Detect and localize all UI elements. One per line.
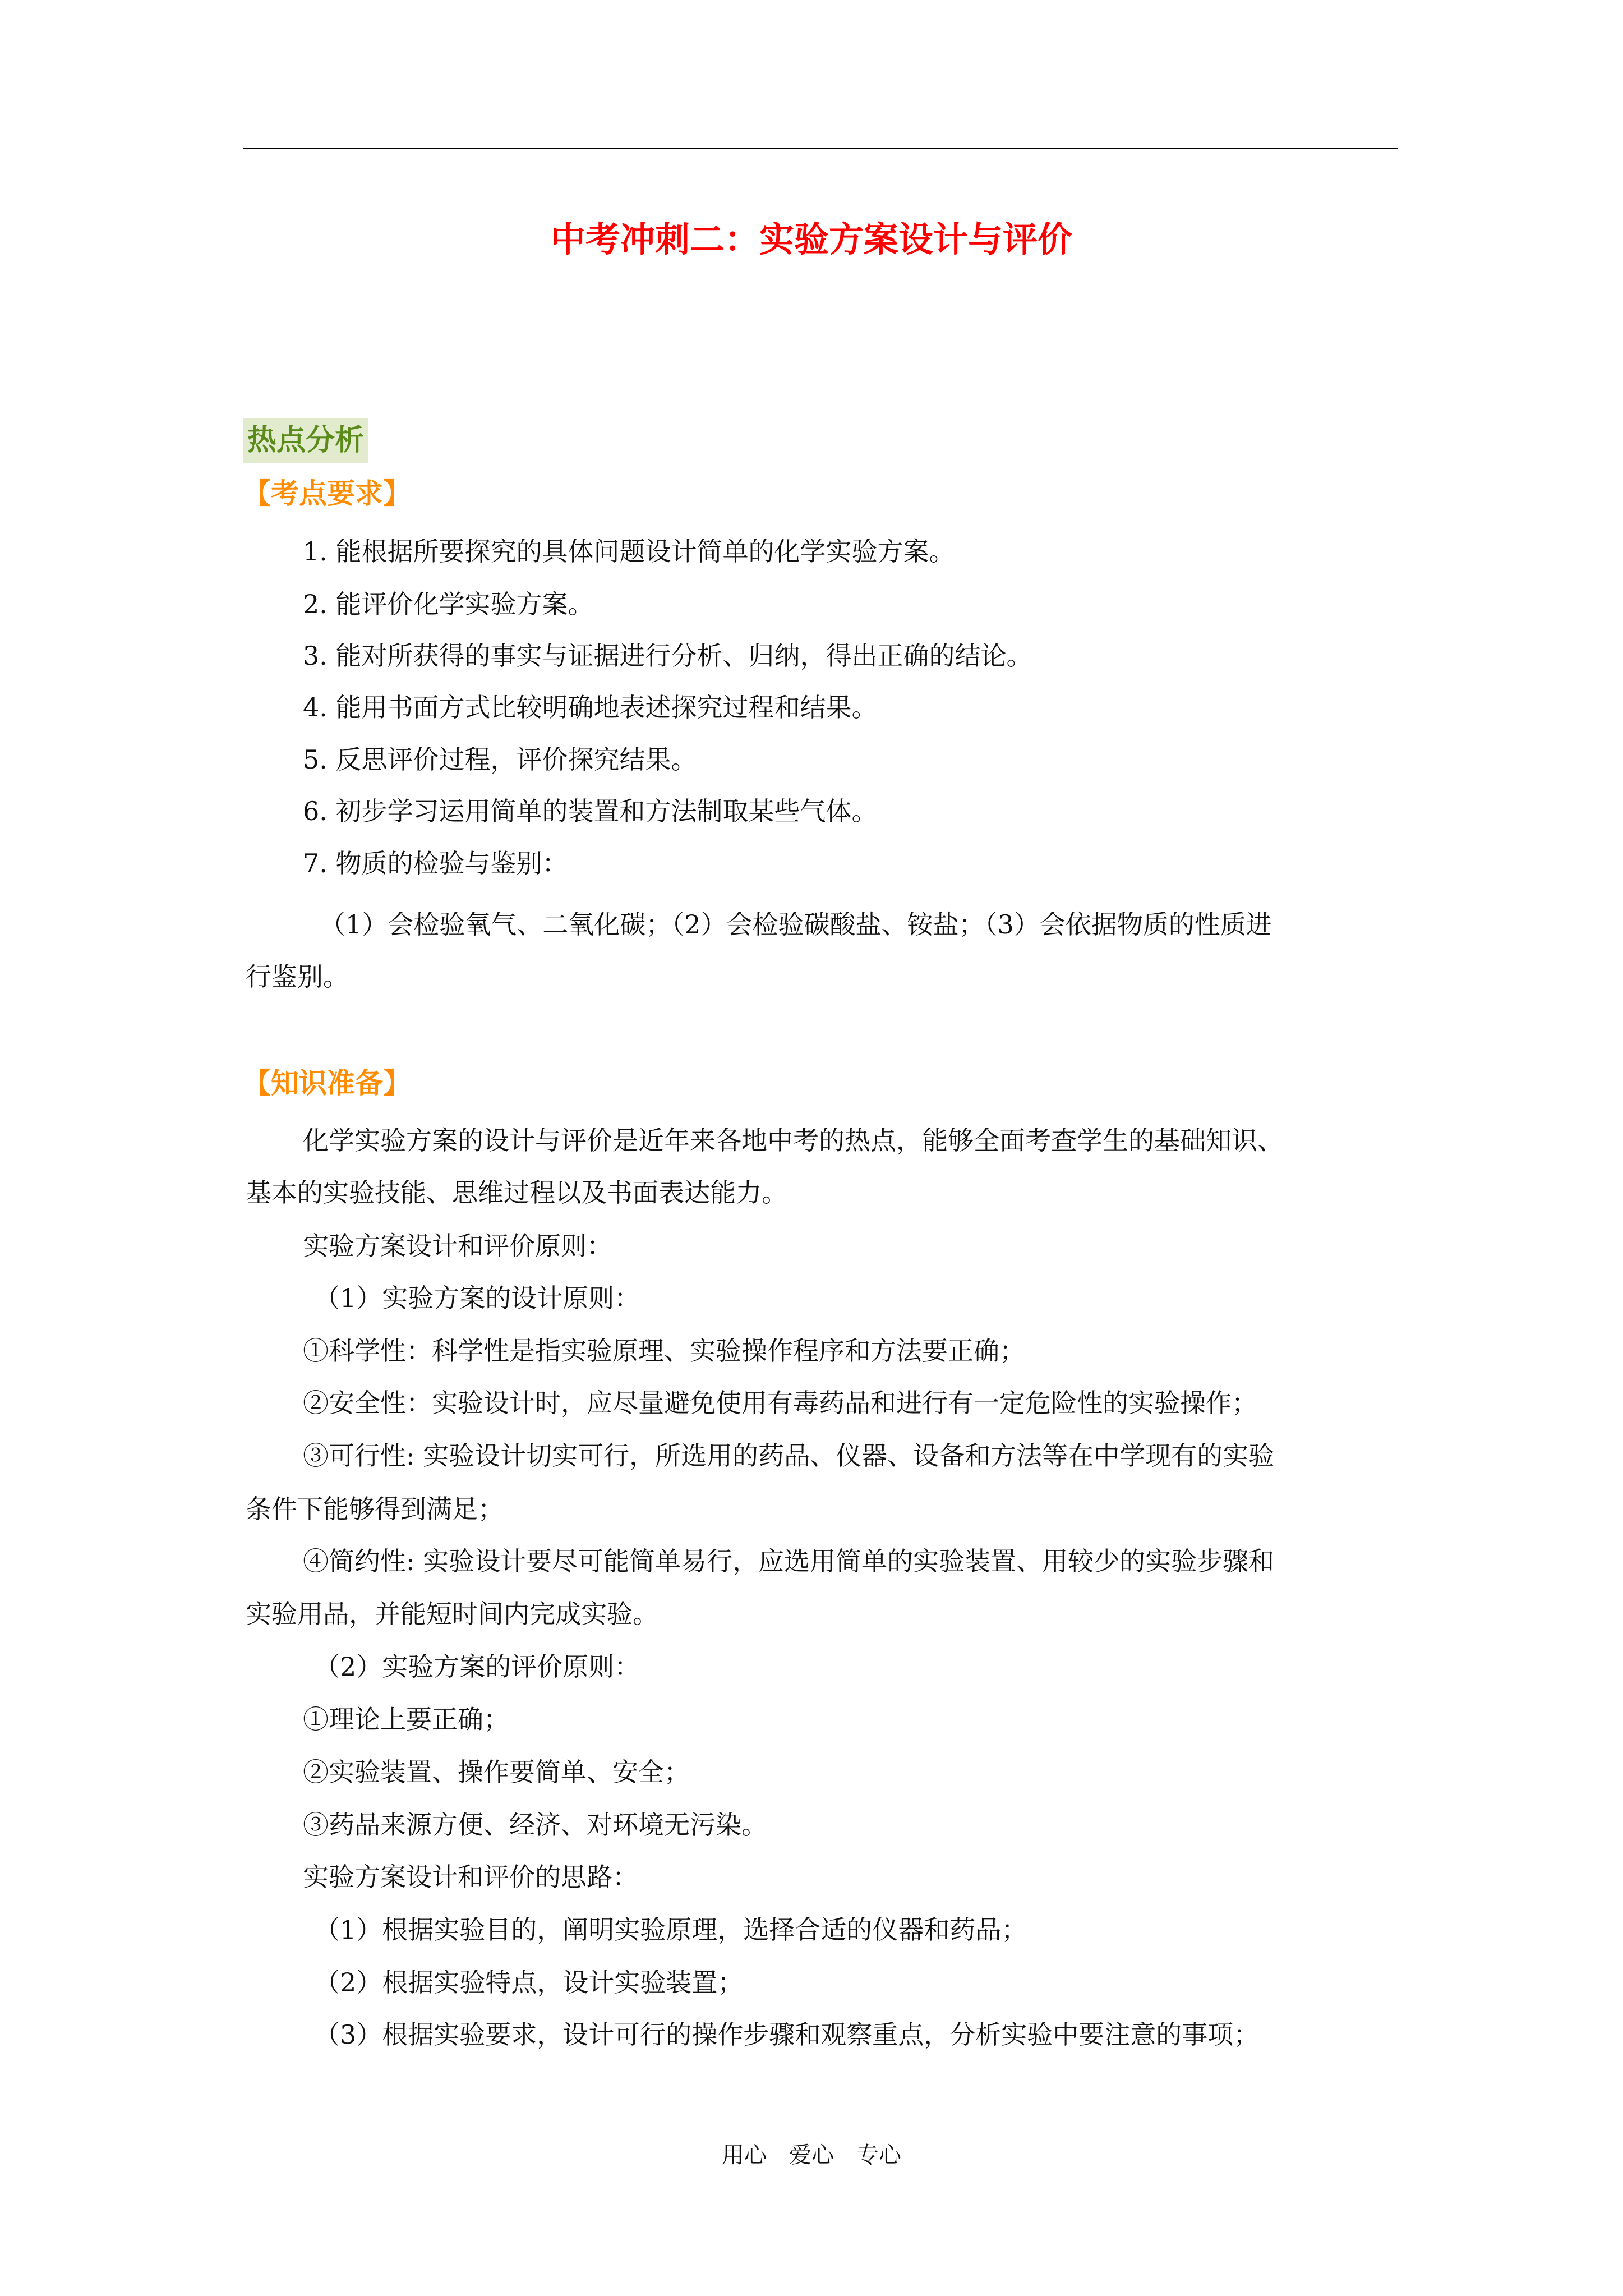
approach-step-1: （1）根据实验目的，阐明实验原理，选择合适的仪器和药品；	[314, 1915, 1027, 1945]
requirement-sub-item-line-2: 行鉴别。	[246, 961, 349, 992]
evaluation-principle-3: ③药品来源方便、经济、对环境无污染。	[303, 1810, 767, 1840]
requirement-item-5: 5. 反思评价过程，评价探究结果。	[303, 744, 697, 775]
design-principles-title: （1）实验方案的设计原则：	[314, 1283, 640, 1313]
evaluation-principle-2: ②实验装置、操作要简单、安全；	[303, 1757, 690, 1787]
design-principle-3-line-2: 条件下能够得到满足；	[246, 1494, 504, 1524]
evaluation-principle-1: ①理论上要正确；	[303, 1704, 509, 1734]
approach-step-3: （3）根据实验要求，设计可行的操作步骤和观察重点，分析实验中要注意的事项；	[314, 2019, 1260, 2050]
sub-heading-requirements: 【考点要求】	[243, 477, 411, 510]
approach-title: 实验方案设计和评价的思路：	[303, 1862, 638, 1892]
requirement-item-4: 4. 能用书面方式比较明确地表述探究过程和结果。	[303, 692, 878, 723]
knowledge-intro-line-2: 基本的实验技能、思维过程以及书面表达能力。	[246, 1177, 787, 1208]
design-principle-1: ①科学性：科学性是指实验原理、实验操作程序和方法要正确；	[303, 1336, 1025, 1366]
design-principle-4-line-1: ④简约性: 实验设计要尽可能简单易行，应选用简单的实验装置、用较少的实验步骤和	[303, 1546, 1275, 1576]
document-title: 中考冲刺二：实验方案设计与评价	[550, 219, 1072, 260]
requirement-item-2: 2. 能评价化学实验方案。	[303, 589, 594, 619]
requirement-item-7: 7. 物质的检验与鉴别：	[303, 848, 568, 878]
requirement-sub-item-line-1: （1）会检验氧气、二氧化碳；（2）会检验碳酸盐、铵盐；（3）会依据物质的性质进	[320, 909, 1272, 940]
design-principle-3-line-1: ③可行性: 实验设计切实可行，所选用的药品、仪器、设备和方法等在中学现有的实验	[303, 1441, 1275, 1471]
evaluation-principles-title: （2）实验方案的评价原则：	[314, 1651, 640, 1682]
requirement-item-6: 6. 初步学习运用简单的装置和方法制取某些气体。	[303, 796, 878, 826]
section-heading-hotspot-analysis: 热点分析	[243, 418, 368, 463]
design-principle-4-line-2: 实验用品，并能短时间内完成实验。	[246, 1599, 658, 1629]
requirement-item-3: 3. 能对所获得的事实与证据进行分析、归纳，得出正确的结论。	[303, 641, 1032, 671]
sub-heading-knowledge: 【知识准备】	[243, 1067, 411, 1099]
header-rule	[243, 148, 1398, 149]
requirement-item-1: 1. 能根据所要探究的具体问题设计简单的化学实验方案。	[303, 536, 955, 567]
design-principle-2: ②安全性：实验设计时，应尽量避免使用有毒药品和进行有一定危险性的实验操作；	[303, 1388, 1257, 1418]
page-footer: 用心 爱心 专心	[722, 2142, 901, 2168]
approach-step-2: （2）根据实验特点，设计实验装置；	[314, 1967, 744, 1998]
knowledge-intro-line-1: 化学实验方案的设计与评价是近年来各地中考的热点，能够全面考查学生的基础知识、	[303, 1125, 1283, 1156]
principles-title: 实验方案设计和评价原则：	[303, 1231, 612, 1261]
